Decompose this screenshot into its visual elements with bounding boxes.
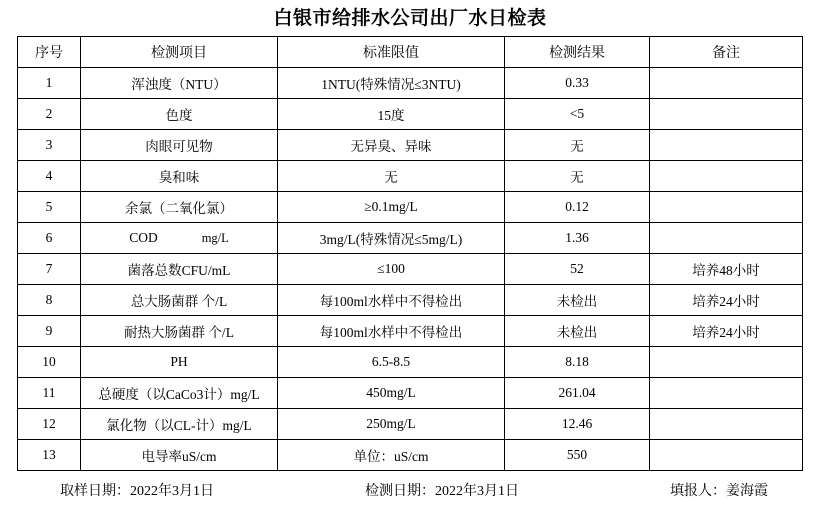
cell-limit: 6.5-8.5 [278,347,505,378]
water-quality-table [17,36,803,471]
cell-item: 臭和味 [81,161,278,192]
cell-result: 550 [505,440,650,471]
cell-note [650,440,803,471]
cell-item: 耐热大肠菌群 个/L [81,316,278,347]
cell-result: 未检出 [505,285,650,316]
cell-item: 余氯（二氧化氯） [81,192,278,223]
cell-limit: ≥0.1mg/L [278,192,505,223]
cell-result: 12.46 [505,409,650,440]
cell-limit: 15度 [278,99,505,130]
cell-item: 色度 [81,99,278,130]
cell-note [650,68,803,99]
table-row [18,285,803,316]
cell-limit: ≤100 [278,254,505,285]
cell-note [650,378,803,409]
cell-no: 4 [18,161,81,192]
cell-no: 10 [18,347,81,378]
header-note: 备注 [650,37,803,68]
table-row [18,254,803,285]
header-item: 检测项目 [81,37,278,68]
cell-item: 菌落总数CFU/mL [81,254,278,285]
cell-no: 12 [18,409,81,440]
cell-no: 1 [18,68,81,99]
table-header [18,37,803,68]
table-row [18,378,803,409]
cell-result: 1.36 [505,223,650,254]
cell-item: 总大肠菌群 个/L [81,285,278,316]
table-row [18,409,803,440]
cell-limit: 250mg/L [278,409,505,440]
page-title: 白银市给排水公司出厂水日检表 [273,8,547,29]
cell-note [650,347,803,378]
cell-item-unit: mg/L [201,230,229,245]
table-row [18,192,803,223]
table-row [18,316,803,347]
cell-note [650,409,803,440]
cell-item: 肉眼可见物 [81,130,278,161]
footer [30,471,790,500]
table-body [18,68,803,471]
cell-note [650,223,803,254]
cell-no: 8 [18,285,81,316]
header-result: 检测结果 [505,37,650,68]
cell-result: <5 [505,99,650,130]
cell-item-label: COD [129,230,158,245]
table-row [18,223,803,254]
cell-note: 培养24小时 [650,316,803,347]
cell-result: 52 [505,254,650,285]
cell-result: 0.33 [505,68,650,99]
reporter: 填报人：姜海霞 [670,484,768,499]
cell-limit: 3mg/L(特殊情况≤5mg/L) [278,223,505,254]
cell-note: 培养24小时 [650,285,803,316]
cell-no: 2 [18,99,81,130]
cell-limit: 1NTU(特殊情况≤3NTU) [278,68,505,99]
cell-limit: 无 [278,161,505,192]
cell-result: 0.12 [505,192,650,223]
cell-item: 氯化物（以CL-计）mg/L [81,409,278,440]
cell-no: 7 [18,254,81,285]
sampling-date: 取样日期：2022年3月1日 [60,484,214,499]
table-row [18,68,803,99]
cell-limit: 单位：uS/cm [278,440,505,471]
cell-note [650,192,803,223]
cell-note [650,99,803,130]
cell-item: 浑浊度（NTU） [81,68,278,99]
cell-result: 无 [505,130,650,161]
cell-note: 培养48小时 [650,254,803,285]
table-row [18,440,803,471]
header-no: 序号 [18,37,81,68]
cell-limit: 每100ml水样中不得检出 [278,285,505,316]
cell-limit: 450mg/L [278,378,505,409]
cell-result: 未检出 [505,316,650,347]
cell-no: 9 [18,316,81,347]
cell-item: 电导率uS/cm [81,440,278,471]
cell-note [650,130,803,161]
cell-result: 无 [505,161,650,192]
cell-limit: 每100ml水样中不得检出 [278,316,505,347]
table-row [18,161,803,192]
cell-result: 261.04 [505,378,650,409]
cell-no: 5 [18,192,81,223]
testing-date: 检测日期：2022年3月1日 [365,484,519,499]
cell-note [650,161,803,192]
cell-item [81,223,278,254]
cell-result: 8.18 [505,347,650,378]
cell-no: 3 [18,130,81,161]
cell-no: 6 [18,223,81,254]
table-row [18,130,803,161]
cell-item: PH [81,347,278,378]
table-row [18,99,803,130]
table-header-row [18,37,803,68]
cell-no: 11 [18,378,81,409]
cell-limit: 无异臭、异味 [278,130,505,161]
cell-no: 13 [18,440,81,471]
table-row [18,347,803,378]
header-limit: 标准限值 [278,37,505,68]
cell-item: 总硬度（以CaCo3计）mg/L [81,378,278,409]
